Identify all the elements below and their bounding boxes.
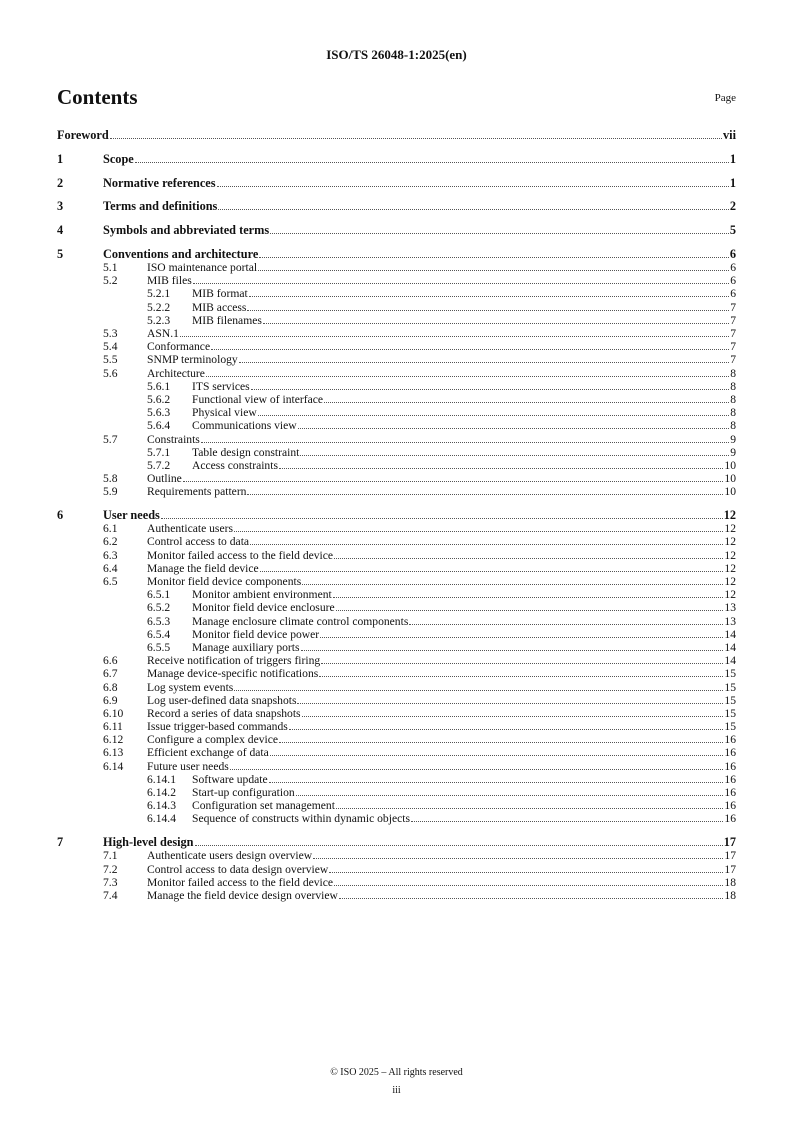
dot-leader	[269, 773, 724, 783]
toc-entry[interactable]	[57, 433, 736, 446]
toc-entry-title: Authenticate users	[147, 522, 233, 536]
dot-leader	[135, 153, 729, 163]
toc-entry-page: 16	[724, 786, 736, 799]
toc-entry[interactable]	[57, 406, 736, 419]
toc-entry-page: 6	[730, 274, 736, 288]
toc-entry-number: 6.14.4	[147, 812, 176, 826]
toc-entry-title: Symbols and abbreviated terms	[103, 223, 270, 238]
toc-entry[interactable]	[57, 200, 736, 213]
toc-entry-number: 6.2	[103, 535, 118, 549]
dot-leader	[251, 380, 730, 390]
toc-entry[interactable]	[57, 380, 736, 393]
toc-entry-number: 5.6.3	[147, 406, 171, 420]
toc-entry-title: Architecture	[147, 366, 205, 380]
dot-leader	[249, 287, 729, 297]
toc-entry[interactable]	[57, 327, 736, 340]
dot-leader	[250, 535, 723, 545]
dot-leader	[411, 812, 723, 822]
toc-entry-title: MIB filenames	[192, 313, 262, 327]
toc-entry-title: Constraints	[147, 432, 200, 446]
toc-entry-number: 6.13	[103, 746, 124, 760]
toc-entry-title: Monitor failed access to the field device	[147, 875, 334, 889]
toc-entry-number: 5.2.3	[147, 313, 171, 327]
toc-entry-number: 5.9	[103, 485, 118, 499]
toc-entry-number: 5.2.2	[147, 300, 171, 314]
toc-entry-page: 1	[729, 175, 736, 190]
toc-entry-number: 6.9	[103, 693, 118, 707]
toc-entry-title: Outline	[147, 472, 182, 486]
dot-leader	[161, 509, 723, 519]
copyright-footer: © ISO 2025 – All rights reserved	[330, 1067, 463, 1078]
toc-entry-page: 18	[724, 888, 736, 902]
toc-entry-page: 6	[730, 287, 736, 301]
toc-entry-title: Configuration set management	[192, 799, 335, 813]
dot-leader	[234, 681, 723, 691]
toc-entry-page: 6	[730, 261, 736, 275]
dot-leader	[336, 799, 723, 809]
toc-entry-number: 6.3	[103, 548, 118, 562]
dot-leader	[201, 433, 729, 443]
toc-entry-title: Authenticate users design overview	[147, 849, 313, 863]
toc-entry-number: 7.2	[103, 862, 118, 876]
toc-entry-page: 7	[730, 327, 736, 341]
toc-entry-page: 16	[724, 772, 736, 786]
dot-leader	[297, 694, 723, 704]
dot-leader	[234, 522, 723, 532]
toc-entry[interactable]	[57, 419, 736, 432]
toc-entry[interactable]	[57, 773, 736, 786]
toc-entry[interactable]	[57, 549, 736, 562]
toc-entry-title: Monitor field device power	[192, 627, 320, 641]
toc-entry-number: 5.4	[103, 340, 118, 354]
toc-entry-page: 10	[724, 458, 736, 472]
toc-entry-page: 16	[724, 799, 736, 813]
dot-leader	[206, 367, 729, 377]
toc-entry[interactable]	[57, 248, 736, 261]
dot-leader	[180, 327, 729, 337]
toc-entry-number: 6.1	[103, 522, 118, 536]
toc-entry-page: 1	[729, 151, 736, 166]
toc-entry[interactable]	[57, 314, 736, 327]
toc-entry-title: Functional view of interface	[192, 392, 324, 406]
toc-entry-number: 5.6.4	[147, 419, 171, 433]
toc-entry-number: 7.3	[103, 875, 118, 889]
toc-entry-page: 9	[730, 432, 736, 446]
toc-entry[interactable]	[57, 681, 736, 694]
toc-entry[interactable]	[57, 601, 736, 614]
toc-entry[interactable]	[57, 287, 736, 300]
dot-leader	[409, 615, 723, 625]
dot-leader	[302, 575, 723, 585]
dot-leader	[218, 200, 729, 210]
toc-entry-page: 7	[730, 353, 736, 367]
dot-leader	[313, 849, 723, 859]
toc-entry-title: Efficient exchange of data	[147, 746, 269, 760]
toc-entry[interactable]	[57, 588, 736, 601]
dot-leader	[300, 446, 729, 456]
dot-leader	[247, 301, 729, 311]
toc-entry-number: 5.7.2	[147, 458, 171, 472]
toc-entry-page: 7	[730, 313, 736, 327]
toc-entry-page: 12	[724, 535, 736, 549]
dot-leader	[289, 720, 724, 730]
toc-entry-page: 16	[724, 733, 736, 747]
dot-leader	[329, 863, 723, 873]
dot-leader	[260, 562, 724, 572]
toc-entry[interactable]	[57, 799, 736, 812]
toc-entry-number: 6.5	[103, 575, 118, 588]
toc-entry-page: 14	[724, 640, 736, 654]
dot-leader	[195, 836, 723, 846]
dot-leader	[296, 786, 724, 796]
toc-entry-title: Communications view	[192, 419, 297, 433]
toc-entry-number: 6.5.4	[147, 627, 171, 641]
toc-entry-title: Control access to data design overview	[147, 862, 329, 876]
dot-leader	[193, 274, 729, 284]
toc-entry-title: Receive notification of triggers firing	[147, 654, 321, 668]
toc-entry[interactable]	[57, 876, 736, 889]
toc-entry-number: 7.1	[103, 849, 118, 863]
toc-entry-page: 12	[724, 588, 736, 602]
toc-entry-title: Configure a complex device	[147, 733, 279, 747]
dot-leader	[334, 876, 723, 886]
dot-leader	[217, 177, 729, 187]
toc-entry-page: 8	[730, 419, 736, 433]
toc-entry-number: 6.6	[103, 654, 118, 668]
toc-entry-number: 6.5.1	[147, 588, 171, 602]
toc-entry-page: 12	[724, 561, 736, 575]
toc-entry-number: 5.3	[103, 327, 118, 341]
toc-entry-number: 7.4	[103, 888, 118, 902]
page-title: Contents	[57, 85, 138, 109]
dot-leader	[263, 314, 729, 324]
toc-entry-title: SNMP terminology	[147, 353, 238, 367]
toc-entry[interactable]	[57, 746, 736, 759]
dot-leader	[279, 459, 723, 469]
toc-entry-title: Control access to data	[147, 535, 250, 549]
toc-entry[interactable]	[57, 340, 736, 353]
toc-entry-title: Monitor ambient environment	[192, 588, 332, 602]
toc-entry-page: 10	[724, 485, 736, 499]
dot-leader	[270, 746, 724, 756]
toc-entry[interactable]	[57, 353, 736, 366]
dot-leader	[259, 248, 729, 258]
toc-entry-page: 13	[724, 601, 736, 615]
toc-entry[interactable]	[57, 812, 736, 825]
toc-entry-title: Software update	[192, 772, 268, 786]
toc-entry-page: 10	[724, 472, 736, 486]
toc-entry[interactable]	[57, 393, 736, 406]
toc-entry-number: 5.5	[103, 353, 118, 367]
dot-leader	[110, 129, 722, 139]
toc-entry-page: 7	[730, 340, 736, 354]
toc-entry-number: 6.5.3	[147, 614, 171, 628]
toc-entry-title: ISO maintenance portal	[147, 261, 258, 275]
toc-entry-number: 6.8	[103, 680, 118, 694]
toc-entry-page: 6	[729, 246, 736, 261]
toc-entry-title: Log user-defined data snapshots	[147, 693, 297, 707]
toc-entry[interactable]	[57, 177, 736, 190]
toc-entry-page: 16	[724, 812, 736, 826]
toc-entry-number: 2	[57, 175, 64, 190]
toc-entry-number: 5.2	[103, 274, 118, 288]
toc-entry-page: 13	[724, 614, 736, 628]
dot-leader	[336, 601, 724, 611]
toc-entry-title: Manage device-specific notifications	[147, 667, 319, 681]
toc-entry-title: Monitor field device enclosure	[192, 601, 335, 615]
toc-entry[interactable]	[57, 849, 736, 862]
dot-leader	[324, 393, 729, 403]
toc-entry[interactable]	[57, 129, 736, 142]
toc-entry[interactable]	[57, 367, 736, 380]
toc-entry-page: 14	[724, 627, 736, 641]
toc-entry[interactable]	[57, 153, 736, 166]
toc-entry-title: Monitor field device components	[147, 575, 302, 588]
dot-leader	[334, 549, 723, 559]
toc-entry[interactable]	[57, 261, 736, 274]
toc-entry-title: MIB files	[147, 274, 192, 288]
toc-entry-number: 7	[57, 835, 64, 850]
toc-entry[interactable]	[57, 472, 736, 485]
toc-entry-number: 5.7.1	[147, 445, 171, 459]
toc-entry-page: 15	[724, 706, 736, 720]
dot-leader	[270, 224, 729, 234]
toc-entry-page: 16	[724, 746, 736, 760]
toc-entry[interactable]	[57, 522, 736, 535]
toc-entry-page: 17	[724, 862, 736, 876]
toc-entry-page: 17	[724, 849, 736, 863]
toc-entry-title: Conformance	[147, 340, 211, 354]
toc-entry-number: 4	[57, 223, 64, 238]
toc-entry-page: 2	[729, 199, 736, 214]
toc-entry-page: 14	[724, 654, 736, 668]
toc-entry-number: 1	[57, 151, 64, 166]
toc-entry-page: 16	[724, 759, 736, 773]
dot-leader	[258, 261, 729, 271]
toc-entry-number: 6.5.2	[147, 601, 171, 615]
toc-entry-page: 8	[730, 379, 736, 393]
toc-entry-title: Issue trigger-based commands	[147, 720, 288, 734]
toc-entry-title: User needs	[103, 508, 160, 523]
dot-leader	[211, 340, 729, 350]
toc-entry[interactable]	[57, 535, 736, 548]
toc-entry[interactable]	[57, 786, 736, 799]
toc-entry-title: Table design constraint	[192, 445, 300, 459]
toc-entry-title: Record a series of data snapshots	[147, 706, 301, 720]
toc-entry-title: Monitor failed access to the field device	[147, 548, 334, 562]
toc-entry[interactable]	[57, 707, 736, 720]
toc-entry-title: High-level design	[103, 835, 194, 850]
dot-leader	[239, 353, 729, 363]
toc-entry-page: 12	[724, 548, 736, 562]
toc-entry-page: 8	[730, 392, 736, 406]
toc-entry-page: 15	[724, 693, 736, 707]
toc-entry-page: 15	[724, 667, 736, 681]
toc-entry-title: Manage enclosure climate control components	[192, 614, 409, 628]
dot-leader	[298, 419, 730, 429]
page-number: iii	[392, 1085, 401, 1096]
dot-leader	[301, 641, 724, 651]
toc-entry-page: 17	[723, 835, 736, 850]
toc-entry-title: Manage auxiliary ports	[192, 640, 300, 654]
toc-entry-page: vii	[723, 128, 736, 142]
dot-leader	[279, 733, 723, 743]
toc-entry-page: 15	[724, 680, 736, 694]
toc-entry-number: 6.5.5	[147, 640, 171, 654]
toc-entry-title: Terms and definitions	[103, 199, 218, 214]
dot-leader	[339, 889, 724, 899]
toc-entry[interactable]	[57, 628, 736, 641]
dot-leader	[333, 588, 724, 598]
toc-entry[interactable]	[57, 667, 736, 680]
toc-entry[interactable]	[57, 459, 736, 472]
toc-entry-number: 5.6.1	[147, 379, 171, 393]
toc-entry-title: ITS services	[192, 379, 250, 393]
toc-entry[interactable]	[57, 509, 736, 522]
toc-entry-number: 5.6	[103, 366, 118, 380]
toc-entry-number: 6.11	[103, 720, 123, 734]
toc-entry[interactable]	[57, 575, 736, 588]
toc-entry[interactable]	[57, 615, 736, 628]
toc-entry-page: 9	[730, 445, 736, 459]
toc-entry-page: 7	[730, 300, 736, 314]
toc-entry-title: ASN.1	[147, 327, 179, 341]
toc-entry-title: Physical view	[192, 406, 257, 420]
toc-entry-number: 6.14	[103, 759, 124, 773]
toc-entry-title: Normative references	[103, 175, 216, 190]
document-header: ISO/TS 26048-1:2025(en)	[326, 47, 467, 62]
toc-entry-number: 5.8	[103, 472, 118, 486]
toc-entry-page: 18	[724, 875, 736, 889]
toc-entry[interactable]	[57, 641, 736, 654]
toc-entry-page: 8	[730, 406, 736, 420]
toc-entry-title: Conventions and architecture	[103, 246, 259, 261]
toc-entry-title: Manage the field device design overview	[147, 888, 338, 902]
toc-entry[interactable]	[57, 224, 736, 237]
toc-entry-title: Sequence of constructs within dynamic objects	[192, 812, 410, 826]
dot-leader	[320, 628, 723, 638]
toc-entry-page: 15	[724, 720, 736, 734]
toc-entry-number: 5.6.2	[147, 392, 171, 406]
page-column-label: Page	[714, 92, 736, 104]
toc-entry[interactable]	[57, 760, 736, 773]
toc-entry-title: MIB format	[192, 287, 248, 301]
toc-entry-number: 6.12	[103, 733, 124, 747]
toc-entry-title: Log system events	[147, 680, 234, 694]
toc-entry[interactable]	[57, 562, 736, 575]
table-of-contents	[57, 129, 736, 902]
toc-entry-number: 3	[57, 199, 64, 214]
toc-entry[interactable]	[57, 301, 736, 314]
dot-leader	[183, 472, 724, 482]
toc-entry-page: 12	[724, 575, 736, 588]
dot-leader	[302, 707, 724, 717]
toc-entry[interactable]	[57, 720, 736, 733]
dot-leader	[247, 485, 723, 495]
toc-entry-title: Requirements pattern	[147, 485, 247, 499]
toc-entry[interactable]	[57, 863, 736, 876]
toc-entry-title: MIB access	[192, 300, 247, 314]
toc-entry[interactable]	[57, 446, 736, 459]
toc-entry-number: 6.14.2	[147, 786, 176, 799]
toc-entry-number: 6.14.1	[147, 772, 176, 786]
toc-entry-number: 5	[57, 246, 64, 261]
toc-entry[interactable]	[57, 733, 736, 746]
toc-entry-page: 12	[723, 508, 736, 523]
toc-entry-number: 6	[57, 508, 64, 523]
toc-entry-number: 5.2.1	[147, 287, 171, 301]
dot-leader	[230, 760, 724, 770]
toc-entry-title: Access constraints	[192, 458, 278, 472]
dot-leader	[321, 654, 723, 664]
toc-entry-number: 5.1	[103, 261, 118, 275]
toc-entry-title: Future user needs	[147, 759, 229, 773]
toc-entry[interactable]	[57, 485, 736, 498]
toc-entry-number: 6.10	[103, 706, 124, 720]
toc-entry-page: 8	[730, 366, 736, 380]
toc-entry-title: Scope	[103, 151, 134, 166]
toc-entry-number: 6.7	[103, 667, 118, 681]
toc-entry-page: 12	[724, 522, 736, 536]
toc-entry-number: 6.14.3	[147, 799, 176, 813]
toc-entry[interactable]	[57, 836, 736, 849]
toc-entry-page: 5	[729, 223, 736, 238]
toc-entry[interactable]	[57, 654, 736, 667]
toc-entry[interactable]	[57, 274, 736, 287]
dot-leader	[258, 406, 729, 416]
toc-entry-title: Manage the field device	[147, 561, 259, 575]
toc-entry-number: 5.7	[103, 432, 118, 446]
dot-leader	[319, 667, 723, 677]
toc-entry[interactable]	[57, 694, 736, 707]
toc-entry-title: Start-up configuration	[192, 786, 295, 799]
toc-entry-title: Foreword	[57, 128, 109, 142]
toc-entry[interactable]	[57, 889, 736, 902]
toc-entry-number: 6.4	[103, 561, 118, 575]
